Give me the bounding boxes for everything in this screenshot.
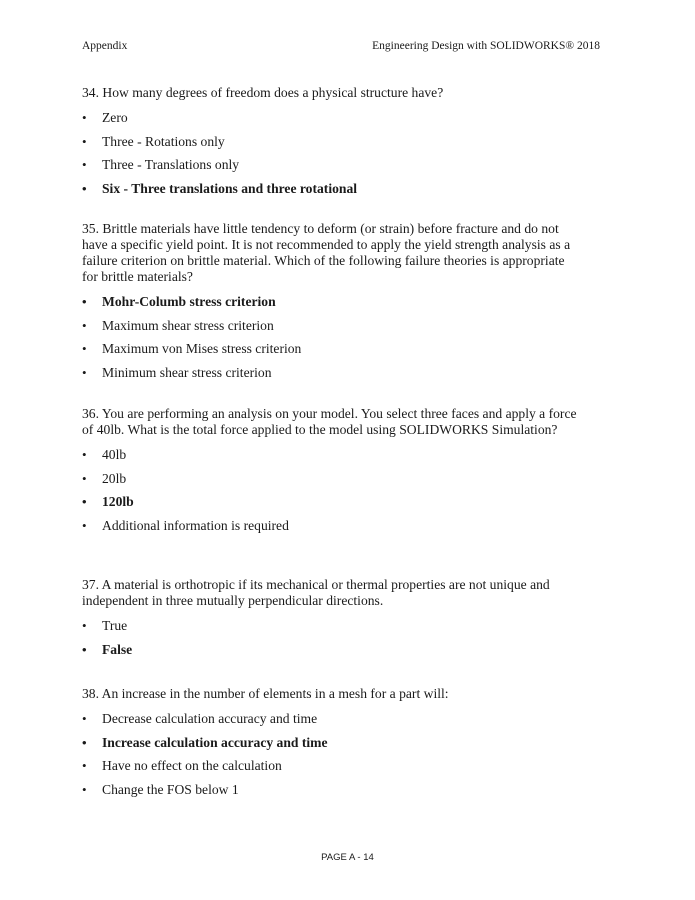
answer-option: • Increase calculation accuracy and time bbox=[82, 735, 582, 759]
question-text: 34. How many degrees of freedom does a physical structure have? bbox=[82, 85, 444, 100]
answer-option: • 120lb bbox=[82, 494, 582, 518]
answer-options bbox=[82, 447, 582, 541]
answer-option: • Three - Rotations only bbox=[82, 134, 582, 158]
answer-option: • 40lb bbox=[82, 447, 582, 471]
answer-options bbox=[82, 618, 582, 665]
question-text: 35. Brittle materials have little tendency to deform (or strain) before fracture and do not have a specific yield point. It is not recommended to apply the yield strength analysis as a failure criterion on brittle material. Which of the following failure theories is appropriate for brittle materials? bbox=[82, 221, 571, 284]
question-37 bbox=[82, 577, 582, 665]
answer-option: • Minimum shear stress criterion bbox=[82, 365, 582, 389]
header-book-title: Engineering Design with SOLIDWORKS® 2018 bbox=[372, 40, 600, 52]
header-section-label: Appendix bbox=[82, 40, 128, 52]
answer-option: • Maximum von Mises stress criterion bbox=[82, 341, 582, 365]
answer-options bbox=[82, 294, 582, 388]
answer-option: • Six - Three translations and three rotational bbox=[82, 181, 582, 205]
answer-option: • True bbox=[82, 618, 582, 642]
question-36 bbox=[82, 406, 582, 541]
answer-option: • Three - Translations only bbox=[82, 157, 582, 181]
answer-option: • False bbox=[82, 642, 582, 666]
answer-option: • Maximum shear stress criterion bbox=[82, 318, 582, 342]
question-text: 38. An increase in the number of elements in a mesh for a part will: bbox=[82, 686, 449, 701]
answer-option: • Have no effect on the calculation bbox=[82, 758, 582, 782]
answer-option: • Zero bbox=[82, 110, 582, 134]
question-text: 37. A material is orthotropic if its mechanical or thermal properties are not unique and independent in three mutually perpendicular directions. bbox=[82, 577, 550, 608]
question-38 bbox=[82, 686, 582, 805]
answer-options bbox=[82, 711, 582, 805]
question-text: 36. You are performing an analysis on your model. You select three faces and apply a force of 40lb. What is the total force applied to the model using SOLIDWORKS Simulation? bbox=[82, 406, 577, 437]
question-35 bbox=[82, 221, 582, 388]
answer-option: • Additional information is required bbox=[82, 518, 582, 542]
answer-option: • Change the FOS below 1 bbox=[82, 782, 582, 806]
answer-option: • Decrease calculation accuracy and time bbox=[82, 711, 582, 735]
answer-options bbox=[82, 110, 582, 204]
answer-option: • 20lb bbox=[82, 471, 582, 495]
answer-option: • Mohr-Columb stress criterion bbox=[82, 294, 582, 318]
page-number: PAGE A - 14 bbox=[321, 852, 374, 863]
question-34 bbox=[82, 85, 582, 204]
